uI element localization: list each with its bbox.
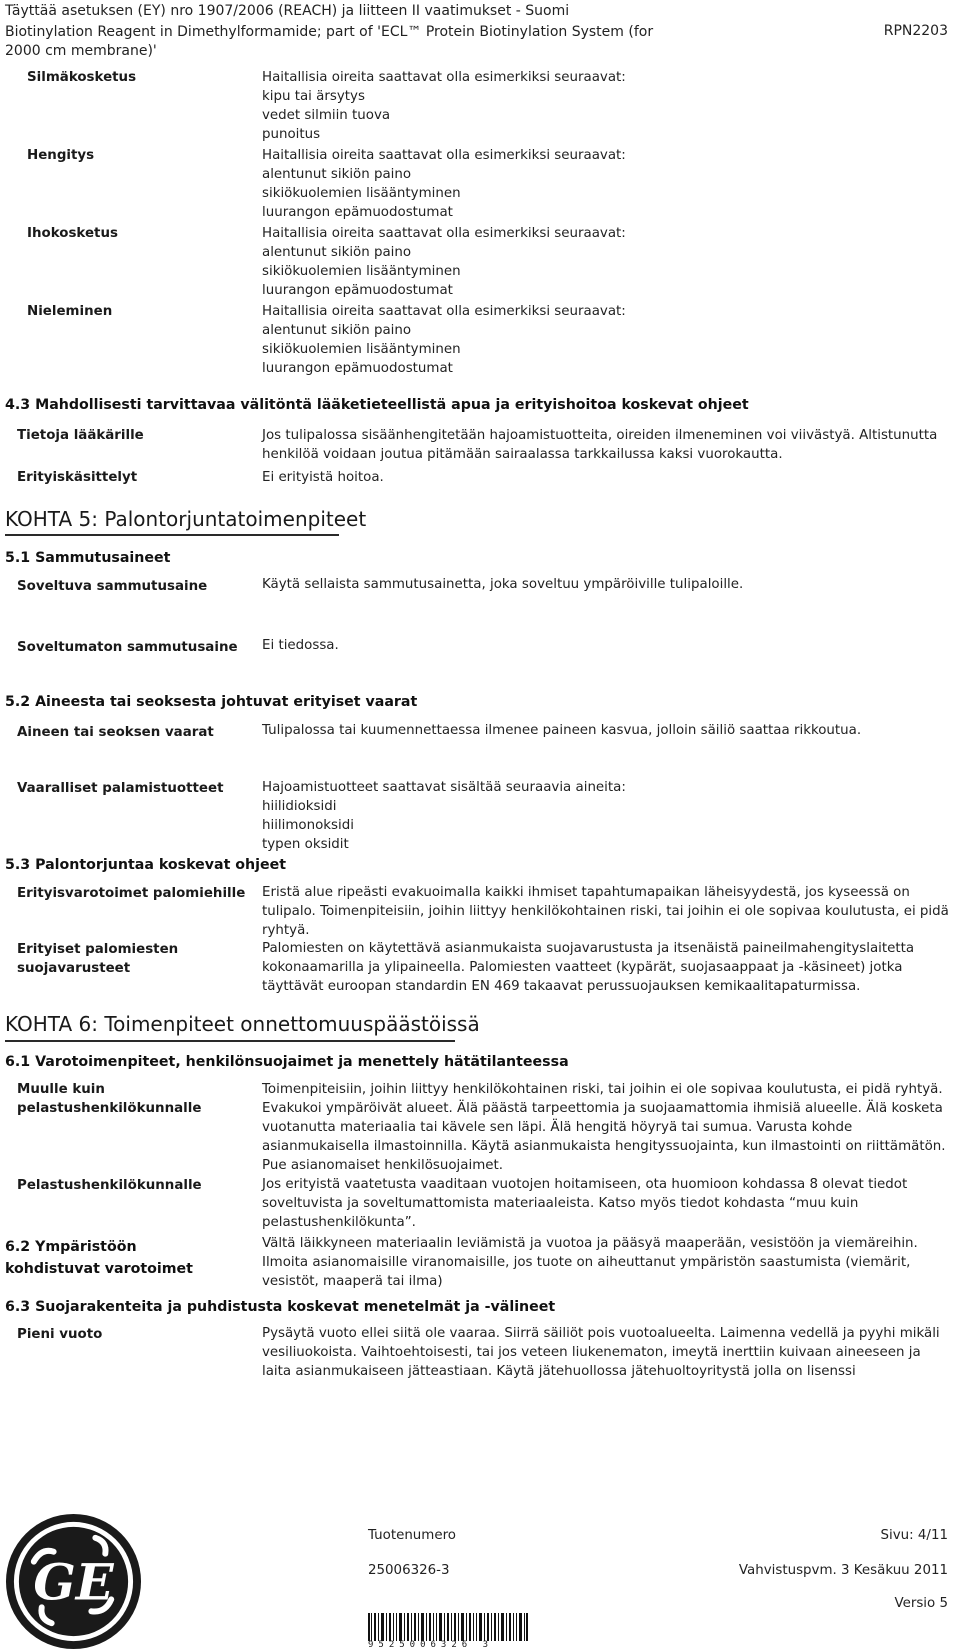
product-title: Biotinylation Reagent in Dimethylformamide; part of 'ECL™ Protein Biotinylation System (for 2000 cm membrane)' (5, 24, 654, 59)
combustion-line: hiilimonoksidi (262, 818, 354, 833)
suitable-media-text: Käytä sellaista sammutusainetta, joka soveltuu ympäröiville tulipaloille. (262, 577, 744, 592)
hazards-text: Tulipalossa tai kuumennettaessa ilmenee paineen kasvua, jolloin säiliö saattaa rikkoutua. (262, 723, 862, 738)
doctor-info-label: Tietoja lääkärille (17, 428, 144, 443)
unsuitable-media-label: Soveltumaton sammutusaine (17, 640, 238, 655)
symptom-label: Silmäkosketus (27, 70, 137, 85)
page-header (0, 0, 960, 62)
combustion-line: Hajoamistuotteet saattavat sisältää seuraavia aineita: (262, 780, 626, 795)
combustion-line: hiilidioksidi (262, 799, 337, 814)
version: Versio 5 (894, 1596, 948, 1611)
suitable-media-label: Soveltuva sammutusaine (17, 579, 208, 594)
symptom-line: luurangon epämuodostumat (262, 283, 453, 298)
symptom-text (262, 302, 952, 378)
special-treatment-text: Ei erityistä hoitoa. (262, 470, 384, 485)
symptom-line: punoitus (262, 127, 321, 142)
small-spill-label: Pieni vuoto (17, 1327, 103, 1342)
symptom-text (262, 68, 952, 144)
subsection-6-1-title: 6.1 Varotoimenpiteet, henkilönsuojaimet ja menettely hätätilanteessa (5, 1054, 569, 1070)
symptom-line: luurangon epämuodostumat (262, 205, 453, 220)
section-6-title: KOHTA 6: Toimenpiteet onnettomuuspäästöissä (5, 1012, 480, 1036)
product-number-label: Tuotenumero (368, 1528, 456, 1543)
symptom-line: sikiökuolemien lisääntyminen (262, 342, 461, 357)
firefighter-precautions-label: Erityisvarotoimet palomiehille (17, 886, 246, 901)
product-number: 25006326-3 (368, 1563, 450, 1578)
firefighter-equipment-label: Erityiset palomiesten suojavarusteet (17, 942, 179, 976)
subsection-6-3-title: 6.3 Suojarakenteita ja puhdistusta koskevat menetelmät ja -välineet (5, 1299, 556, 1315)
subsection-4-3-title: 4.3 Mahdollisesti tarvittavaa välitöntä lääketieteellistä apua ja erityishoitoa koskevat ohjeet (5, 397, 749, 413)
section-6-rule (5, 1040, 455, 1042)
ge-logo-icon (4, 1512, 143, 1651)
unsuitable-media-text: Ei tiedossa. (262, 638, 339, 653)
hazards-label: Aineen tai seoksen vaarat (17, 725, 214, 740)
symptom-line: sikiökuolemien lisääntyminen (262, 264, 461, 279)
subsection-5-1-title: 5.1 Sammutusaineet (5, 550, 171, 566)
validation-date: Vahvistuspvm. 3 Kesäkuu 2011 (738, 1563, 948, 1578)
symptom-line: vedet silmiin tuova (262, 108, 391, 123)
combustion-products-label: Vaaralliset palamistuotteet (17, 781, 224, 796)
barcode-icon (368, 1613, 528, 1641)
product-code: RPN2203 (883, 23, 948, 39)
firefighter-precautions-text: Eristä alue ripeästi evakuoimalla kaikki ihmiset tapahtumapaikan läheisyydestä, jos kyseessä on tulipalo. Toimenpiteisiin, joihin liittyy henkilökohtainen riski, tai joihin ei ole sopivaa koulutusta, ei pidä ryhtyä. (262, 885, 949, 938)
symptom-line: Haitallisia oireita saattavat olla esimerkiksi seuraavat: (262, 70, 626, 85)
symptom-line: alentunut sikiön paino (262, 245, 412, 260)
subsection-5-2-title: 5.2 Aineesta tai seoksesta johtuvat erityiset vaarat (5, 694, 418, 710)
section-5-rule (5, 534, 339, 536)
combustion-line: typen oksidit (262, 837, 349, 852)
symptom-line: luurangon epämuodostumat (262, 361, 453, 376)
subsection-6-2-title: 6.2 Ympäristöön kohdistuvat varotoimet (5, 1239, 193, 1277)
symptom-text (262, 146, 952, 222)
symptom-line: Haitallisia oireita saattavat olla esimerkiksi seuraavat: (262, 148, 626, 163)
non-emergency-label: Muulle kuin pelastushenkilökunnalle (17, 1082, 202, 1116)
symptom-label: Ihokosketus (27, 226, 118, 241)
small-spill-text: Pysäytä vuoto ellei siitä ole vaaraa. Siirrä säiliöt pois vuotoalueelta. Laimenna vedellä ja pyyhi mikäli vesiliuokoista. Vaihtoehtoisesti, tai jos veteen liukenematon, imeytä inerttiin kuivaan aineeseen ja laita asianmukaiseen jätteastiaan. Käytä jätehuollossa jätehuoltoyritystä jolla on lisenssi (262, 1326, 940, 1379)
non-emergency-text: Toimenpiteisiin, joihin liittyy henkilökohtainen riski, tai joihin ei ole sopivaa koulutusta, ei pidä ryhtyä. Evakukoi ympäröivät alueet. Älä päästä tarpeettomia ja suojaamattomia ihmisiä alueelle. Älä kosketa vuotanutta materiaalia tai kävele sen läpi. Älä hengitä höyryä tai sumua. Varusta kohde asianmukaisella ilmastoinnilla. Käytä asianmukaista hengityssuojainta, kun ilmastointi on riittämätön. Pue asianomaiset henkilösuojaimet. (262, 1082, 946, 1173)
symptom-text (262, 224, 952, 300)
special-treatment-label: Erityiskäsittelyt (17, 470, 138, 485)
section-5-title: KOHTA 5: Palontorjuntatoimenpiteet (5, 507, 367, 531)
logo-text: GE (33, 1552, 114, 1612)
combustion-products-text (262, 778, 952, 854)
symptom-line: Haitallisia oireita saattavat olla esimerkiksi seuraavat: (262, 304, 626, 319)
symptom-label: Nieleminen (27, 304, 113, 319)
environmental-precautions-text: Vältä läikkyneen materiaalin leviämistä ja vuotoa ja pääsyä maaperään, vesistöön ja viemäreihin. Ilmoita asianomaisille viranomaisille, jos tuote on aiheuttanut ympäristön saastumista (viemärit, vesistöt, maaperä tai ilma) (262, 1236, 918, 1289)
symptom-line: kipu tai ärsytys (262, 89, 365, 104)
symptom-label: Hengitys (27, 148, 95, 163)
symptom-line: alentunut sikiön paino (262, 167, 412, 182)
emergency-responders-label: Pelastushenkilökunnalle (17, 1178, 202, 1193)
symptom-line: alentunut sikiön paino (262, 323, 412, 338)
symptom-line: Haitallisia oireita saattavat olla esimerkiksi seuraavat: (262, 226, 626, 241)
barcode-digits: 9525006326 3 (368, 1640, 494, 1650)
subsection-5-3-title: 5.3 Palontorjuntaa koskevat ohjeet (5, 857, 287, 873)
emergency-responders-text: Jos erityistä vaatetusta vaaditaan vuotojen hoitamiseen, ota huomioon kohdassa 8 olevat tiedot soveltuvista ja soveltumattomista materiaaleista. Katso myös tiedot kohdasta “muu kuin pelastushenkilökunta”. (262, 1177, 908, 1230)
page-number: Sivu: 4/11 (880, 1528, 948, 1543)
firefighter-equipment-text: Palomiesten on käytettävä asianmukaista suojavarustusta ja itsenäistä paineilmahengityslaitetta kokonaamarilla ja ylipaineella. Palomiesten vaatteet (kypärät, suojasaappaat ja -käsineet) jotka täyttävät euroopan standardin EN 469 takaavat perussuojauksen kemikaalitapaturmissa. (262, 941, 915, 994)
symptom-line: sikiökuolemien lisääntyminen (262, 186, 461, 201)
regulation-text: Täyttää asetuksen (EY) nro 1907/2006 (REACH) ja liitteen II vaatimukset - Suomi (5, 3, 570, 19)
doctor-info-text: Jos tulipalossa sisäänhengitetään hajoamistuotteita, oireiden ilmeneminen voi viivästyä. Altistunutta henkilöä voidaan joutua pitämään sairaalassa tarkkailussa kaksi vuorokautta. (262, 428, 938, 462)
